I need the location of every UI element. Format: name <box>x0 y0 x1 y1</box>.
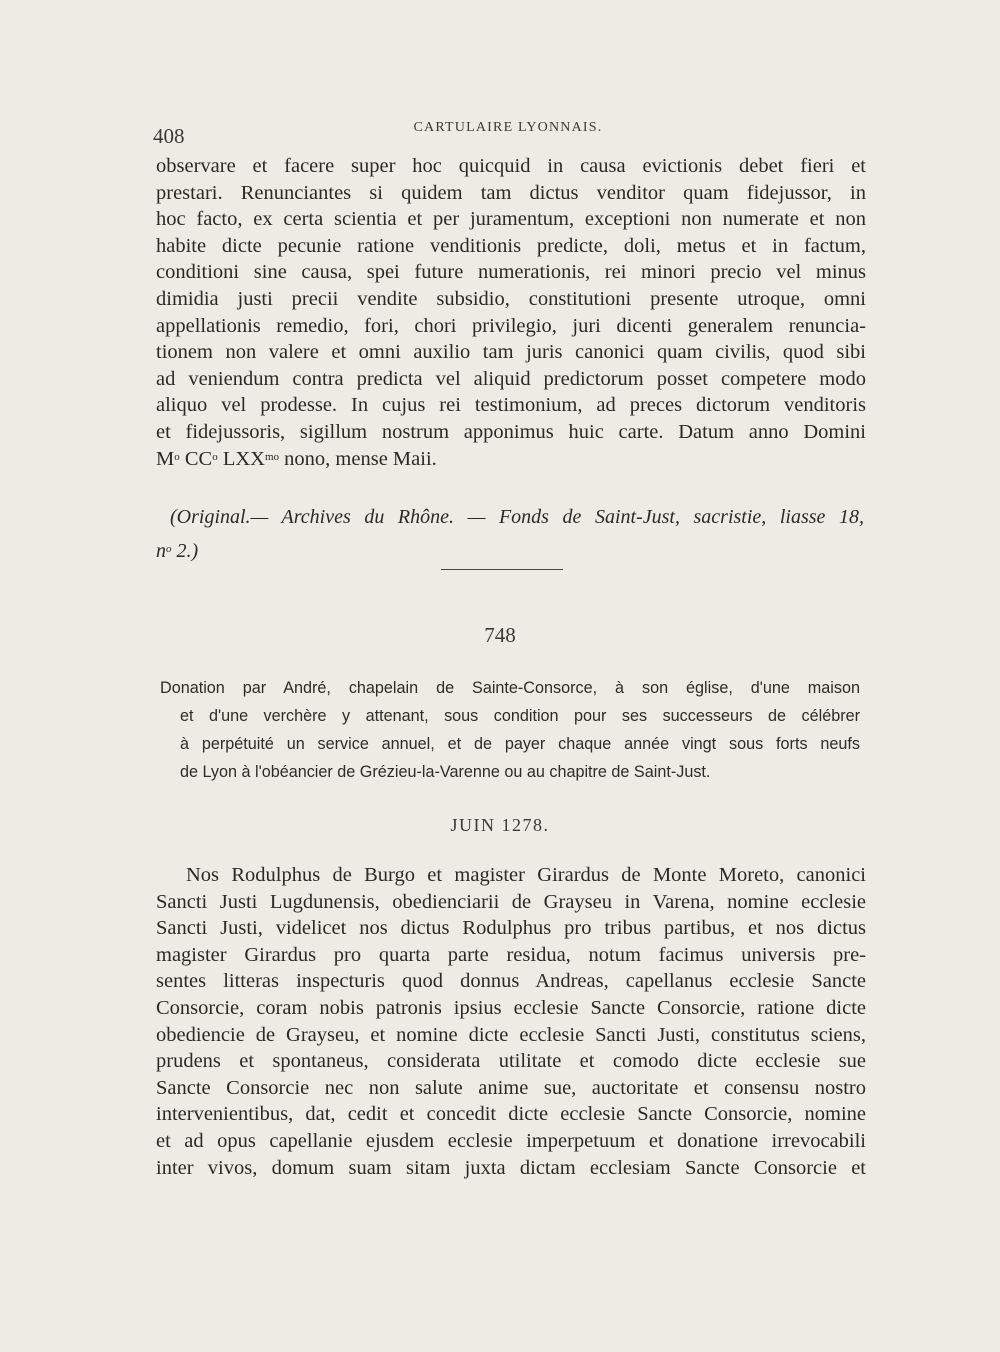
summary-line: et d'une verchère y attenant, sous condition pour ses successeurs de célébrer <box>180 707 860 725</box>
text-line: et ad opus capellanie ejusdem ecclesie imperpetuum et donatione irrevocabili <box>156 1129 866 1152</box>
superscript: o <box>212 450 218 463</box>
text-line: et fidejussoris, sigillum nostrum apponimus huic carte. Datum anno Domini <box>156 420 866 443</box>
source-citation <box>156 500 864 568</box>
text-line: tionem non valere et omni auxilio tam juris canonici quam civilis, quod sibi <box>156 341 866 364</box>
text-line: habite dicte pecunie ratione venditionis predicte, doli, metus et in factum, <box>156 234 866 257</box>
text-line: Sancte Consorcie nec non salute anime sue, auctoritate et consensu nostro <box>156 1076 866 1099</box>
citation-line <box>156 534 864 568</box>
running-head <box>153 118 863 148</box>
text-line: intervenientibus, dat, cedit et concedit dicte ecclesie Sancte Consorcie, nomine <box>156 1103 866 1126</box>
text-line: hoc facto, ex certa scientia et per juramentum, exceptioni non numerate et non <box>156 208 866 231</box>
text-line: magister Girardus pro quarta parte residua, notum facimus universis pre- <box>156 943 866 966</box>
date-part: M <box>156 447 175 470</box>
text-line: aliquo vel prodesse. In cujus rei testimonium, ad preces dictorum venditoris <box>156 394 866 417</box>
superscript: o <box>174 450 180 463</box>
summary-line: à perpétuité un service annuel, et de payer chaque année vingt sous forts neufs <box>180 735 860 753</box>
text-line: conditioni sine causa, spei future numerationis, rei minori precio vel minus <box>156 261 866 284</box>
text-line: Nos Rodulphus de Burgo et magister Girardus de Monte Moreto, canonici <box>186 864 866 886</box>
text-line: dimidia justi precii vendite subsidio, constitutioni presente utroque, omni <box>156 287 866 310</box>
text-line: inter vivos, domum suam sitam juxta dictam ecclesiam Sancte Consorcie et <box>156 1156 866 1179</box>
summary-line: Donation par André, chapelain de Sainte-Consorce, à son église, d'une maison <box>160 679 860 697</box>
bottom-paragraph <box>156 862 866 1181</box>
citation-line: (Original.— Archives du Rhône. — Fonds de Saint-Just, sacristie, liasse 18, <box>170 506 864 528</box>
text-line: sentes litteras inspecturis quod donnus Andreas, capellanus ecclesie Sancte <box>156 970 866 993</box>
page-number: 408 <box>153 124 185 148</box>
superscript: mo <box>264 450 280 463</box>
date-part: LXX <box>217 447 265 470</box>
text-line: observare et facere super hoc quicquid in causa evictionis debet fieri et <box>156 155 866 177</box>
text-line: Consorcie, coram nobis patronis ipsius ecclesie Sancte Consorcie, ratione dicte <box>156 996 866 1019</box>
text-line: Sancti Justi Lugdunensis, obedienciarii de Grayseu in Varena, nomine ecclesie <box>156 890 866 913</box>
text-line: prestari. Renunciantes si quidem tam dictus venditor quam fidejussor, in <box>156 181 866 204</box>
top-paragraph <box>156 153 866 472</box>
citation-part: 2.) <box>171 540 199 562</box>
summary-line: de Lyon à l'obéancier de Grézieu-la-Varenne ou au chapitre de Saint-Just. <box>180 763 711 781</box>
text-line-date <box>156 446 866 473</box>
date-part: nono, mense Maii. <box>279 447 437 470</box>
running-title: CARTULAIRE LYONNAIS. <box>413 120 603 135</box>
act-number: 748 <box>484 623 516 647</box>
text-line: obediencie de Grayseu, et nomine dicte ecclesie Sancti Justi, constitutus sciens, <box>156 1023 866 1046</box>
act-date: JUIN 1278. <box>450 815 550 835</box>
text-line: ad veniendum contra predicta vel aliquid predictorum posset competere modo <box>156 367 866 390</box>
text-line: Sancti Justi, videlicet nos dictus Rodulphus pro tribus partibus, et nos dictus <box>156 917 866 940</box>
act-summary <box>160 674 860 786</box>
text-line: prudens et spontaneus, considerata utilitate et comodo dicte ecclesie sue <box>156 1050 866 1073</box>
separator-rule <box>441 569 563 570</box>
date-part: CC <box>179 447 213 470</box>
superscript: o <box>166 543 172 555</box>
citation-part: n <box>156 540 166 562</box>
text-line: appellationis remedio, fori, chori privilegio, juri dicenti generalem renuncia- <box>156 314 866 337</box>
